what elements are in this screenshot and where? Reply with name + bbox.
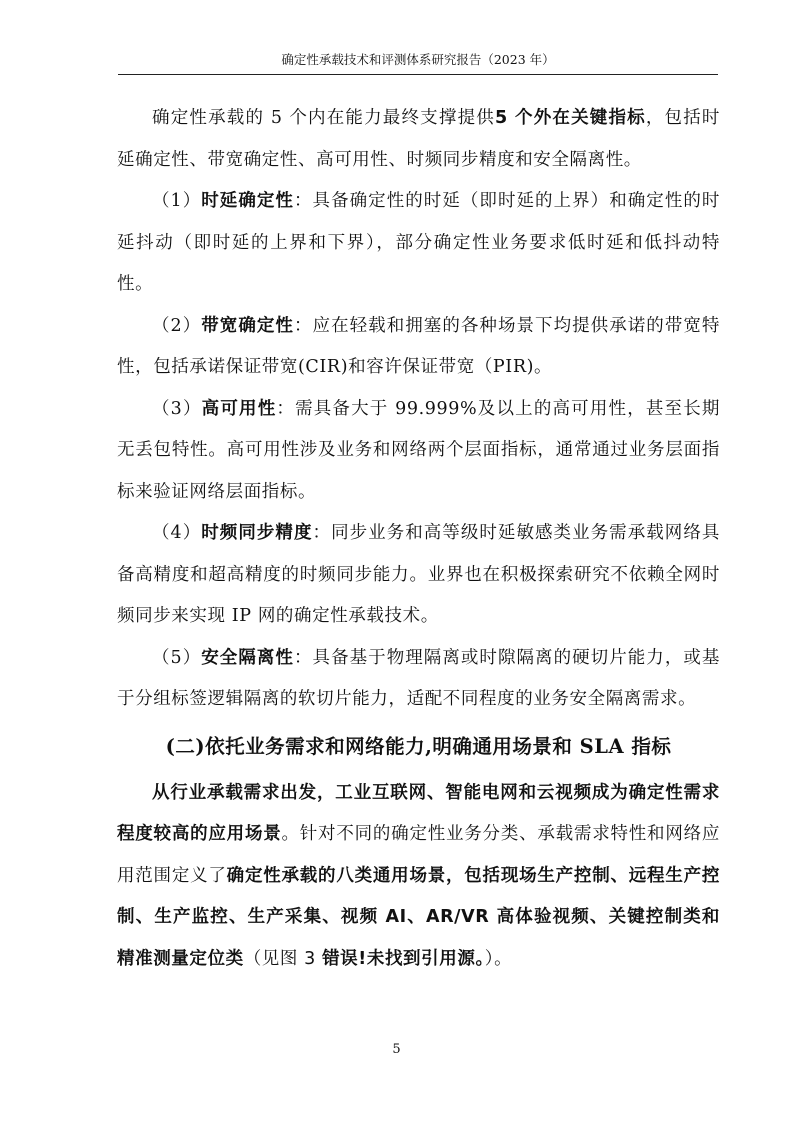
section-heading: (二)依托业务需求和网络能力,明确通用场景和 SLA 指标 [165,734,672,758]
scenario-paragraph [117,773,720,981]
item-colon: ： [293,315,313,336]
item-text: 具备确定性的时延（即时延的上界）和确定性的时延抖动（即时延的上界和下界），部分确定性业务要求低时延和低抖动特性。 [117,191,721,294]
header-title: 确定性承载技术和评测体系研究报告（2023 年） [281,52,555,67]
item-number: （5） [152,647,202,668]
intro-paragraph [117,98,720,181]
item-paragraph-3 [117,389,720,514]
item-text: 同步业务和高等级时延敏感类业务需承载网络具备高精度和超高精度的时频同步能力。业界也在积极探索研究不依赖全网时频同步来实现 IP 网的确定性承载技术。 [117,523,720,626]
page-header [118,50,718,75]
scenario-text-2: （见图 3 [243,948,323,969]
item-paragraph-1 [117,181,720,306]
item-text: 具备基于物理隔离或时隙隔离的硬切片能力，或基于分组标签逻辑隔离的软切片能力，适配不同程度的业务安全隔离需求。 [117,647,721,709]
scenario-bold-1: 从行业承载需求出发，工业互联网、智能电网和云视频成为确定性需求程度较高的应用场景 [117,782,720,844]
item-colon: ： [293,647,313,668]
item-paragraph-4 [117,513,720,638]
item-number: （3） [152,398,202,419]
item-number: （1） [152,191,202,211]
item-colon: ： [276,398,296,419]
document-body [117,98,720,980]
scenario-text-3: ）。 [484,948,513,969]
intro-text-1: 确定性承载的 5 个内在能力最终支撑提供 [152,108,495,128]
reference-error: 错误!未找到引用源。 [322,948,485,969]
scenario-text-1: 。针对不同的确定性业务分类、承载需求特性和网络应用范围定义了 [117,824,720,886]
page-number: 5 [392,1042,401,1057]
intro-text-2: ，包括时延确定性、带宽确定性、高可用性、时频同步精度和安全隔离性。 [117,108,721,170]
item-number: （2） [152,315,202,336]
item-colon: ： [312,523,332,543]
item-label: 带宽确定性 [201,315,294,336]
item-paragraph-2 [117,306,720,389]
item-number: （4） [152,523,202,543]
item-colon: ： [293,191,313,211]
item-label: 时延确定性 [201,191,294,211]
intro-bold-1: 5 个外在关键指标 [494,108,646,128]
item-paragraph-5 [117,638,720,721]
item-label: 高可用性 [201,398,277,419]
item-label: 安全隔离性 [201,647,294,668]
scenario-bold-2: 确定性承载的八类通用场景，包括现场生产控制、远程生产控制、生产监控、生产采集、视频 AI、AR/VR 高体验视频、关键控制类和精准测量定位类 [117,865,720,969]
item-text: 需具备大于 99.999%及以上的高可用性，甚至长期无丢包特性。高可用性涉及业务和网络两个层面指标，通常通过业务层面指标来验证网络层面指标。 [117,398,721,502]
item-label: 时频同步精度 [201,523,313,543]
item-text: 应在轻载和拥塞的各种场景下均提供承诺的带宽特性，包括承诺保证带宽(CIR)和容许保证带宽（PIR)。 [117,315,721,377]
